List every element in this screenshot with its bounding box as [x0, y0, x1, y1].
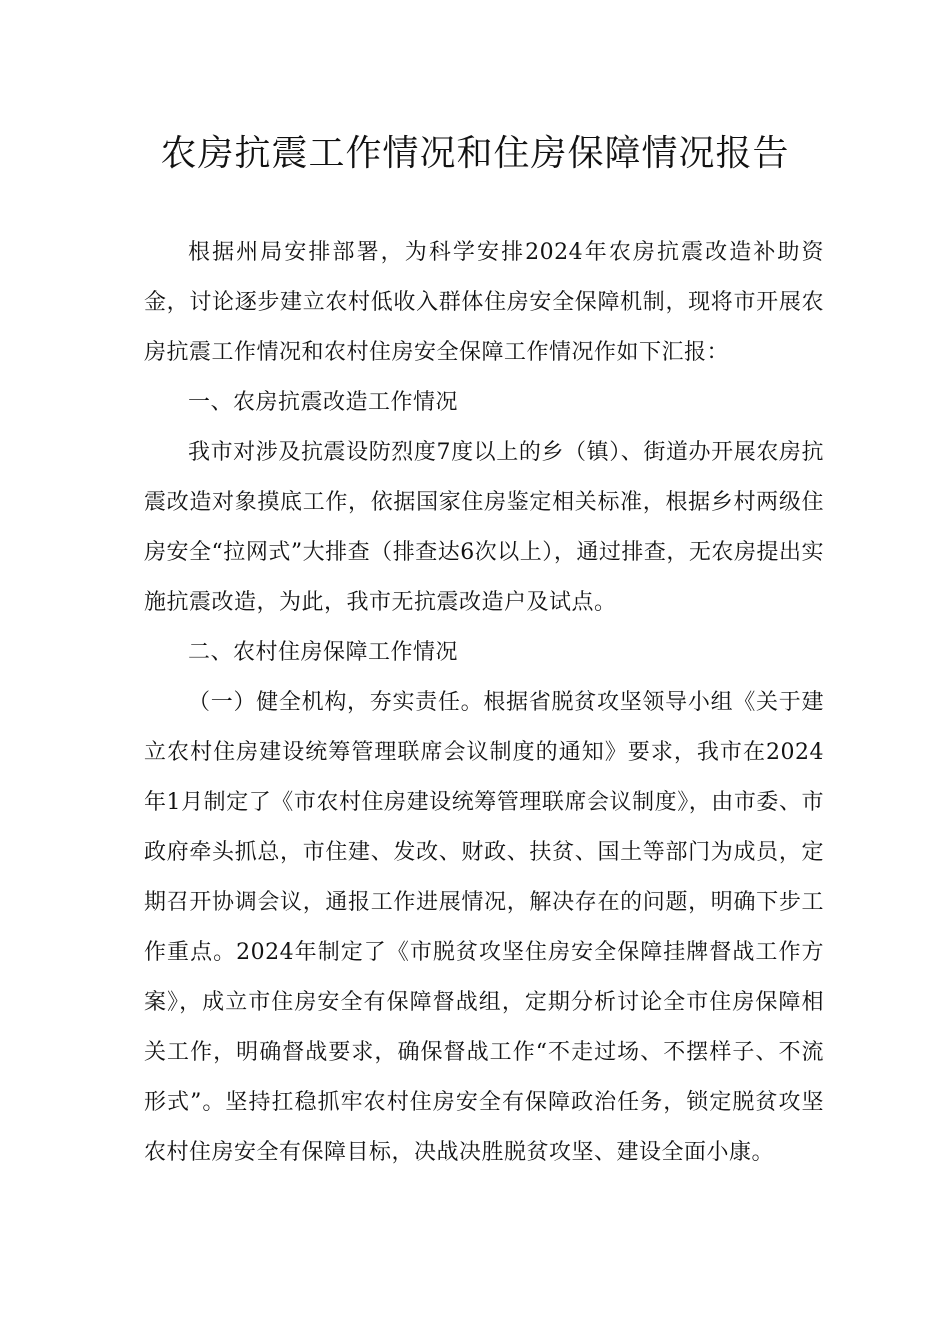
section-heading-1: 一、农房抗震改造工作情况 — [188, 390, 459, 415]
section-heading-2: 二、农村住房保障工作情况 — [188, 640, 459, 665]
section-1-paragraph: 我市对涉及抗震设防烈度7度以上的乡（镇）、街道办开展农房抗震改造对象摸底工作，依据国家住房鉴定相关标准，根据乡村两级住房安全“拉网式”大排查（排查达6次以上），通过排查，无农房提出实施抗震改造，为此，我市无抗震改造户及试点。 — [144, 440, 824, 615]
intro-paragraph: 根据州局安排部署，为科学安排2024年农房抗震改造补助资金，讨论逐步建立农村低收入群体住房安全保障机制，现将市开展农房抗震工作情况和农村住房安全保障工作情况作如下汇报： — [144, 240, 824, 365]
document-body — [144, 228, 824, 1178]
document-title: 农房抗震工作情况和住房保障情况报告 — [160, 133, 790, 174]
section-2-paragraph: （一）健全机构，夯实责任。根据省脱贫攻坚领导小组《关于建立农村住房建设统筹管理联席会议制度的通知》要求，我市在2024年1月制定了《市农村住房建设统筹管理联席会议制度》，由市委、市政府牵头抓总，市住建、发改、财政、扶贫、国土等部门为成员，定期召开协调会议，通报工作进展情况，解决存在的问题，明确下步工作重点。2024年制定了《市脱贫攻坚住房安全保障挂牌督战工作方案》，成立市住房安全有保障督战组，定期分析讨论全市住房保障相关工作，明确督战要求，确保督战工作“不走过场、不摆样子、不流形式”。坚持扛稳抓牢农村住房安全有保障政治任务，锁定脱贫攻坚农村住房安全有保障目标，决战决胜脱贫攻坚、建设全面小康。 — [144, 690, 824, 1165]
